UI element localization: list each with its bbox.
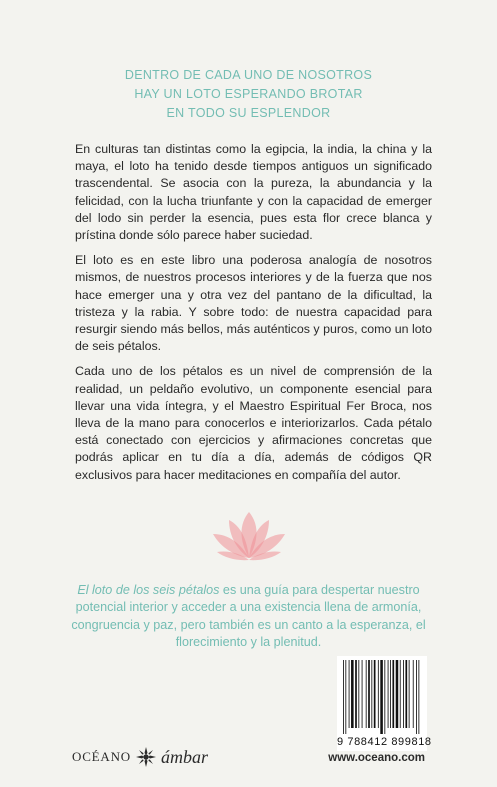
paragraph: En culturas tan distintas como la egipcia, la india, la china y la maya, el loto ha tenido desde tiempos antiguos un significado trascendental. Se asocia con la pureza, la abundancia y la felicidad, con la lucha triunfante y con la capacidad de emerger del lodo sin perder la esencia, pues esta flor crece blanca y prístina donde sólo parece haber suciedad. xyxy=(75,142,432,243)
paragraph: Cada uno de los pétalos es un nivel de comprensión de la realidad, un peldaño evolutivo, un componente esencial para llevar una vida íntegra, y el Maestro Espiritual Fer Broca, nos lleva de la mano para conocerlos e interiorizarlos. Cada pétalo está conectado con ejercicios y afirmaciones concretas que podrás aplicar en tu día a día, además de códigos QR exclusivos para hacer meditaciones en compañía del autor. xyxy=(75,364,432,482)
tagline-text: es una guía para despertar nuestro potencial interior y acceder a una existencia llena de armonía, congruencia y paz, pero también es un canto a la esperanza, el florecimiento y la plenitud. xyxy=(71,583,426,650)
website: www.oceano.com xyxy=(328,752,425,764)
publisher-logo xyxy=(72,746,208,768)
paragraph: El loto es en este libro una poderosa analogía de nosotros mismos, de nuestros procesos interiores y de la fuerza que nos hace emerger una y otra vez del pantano de la dificultad, la tristeza y la rabia. Y sobre todo: de nuestra capacidad para resurgir siendo más bellos, más auténticos y puros, como un loto de seis pétalos. xyxy=(75,253,432,354)
ornament-icon xyxy=(135,746,157,768)
headline-line: EN TODO SU ESPLENDOR xyxy=(166,106,331,120)
barcode-bars xyxy=(341,660,423,734)
book-title: El loto de los seis pétalos xyxy=(77,583,220,597)
lotus-icon xyxy=(209,508,289,563)
imprint-name: ámbar xyxy=(160,746,208,767)
barcode xyxy=(337,656,432,751)
headline xyxy=(60,66,437,123)
tagline xyxy=(60,582,437,652)
body-text xyxy=(75,141,432,492)
headline-line: HAY UN LOTO ESPERANDO BROTAR xyxy=(134,87,363,101)
publisher-name: OCÉANO xyxy=(72,749,131,764)
barcode-number: 9 788412 899818 xyxy=(337,736,432,748)
headline-line: DENTRO DE CADA UNO DE NOSOTROS xyxy=(124,68,373,82)
